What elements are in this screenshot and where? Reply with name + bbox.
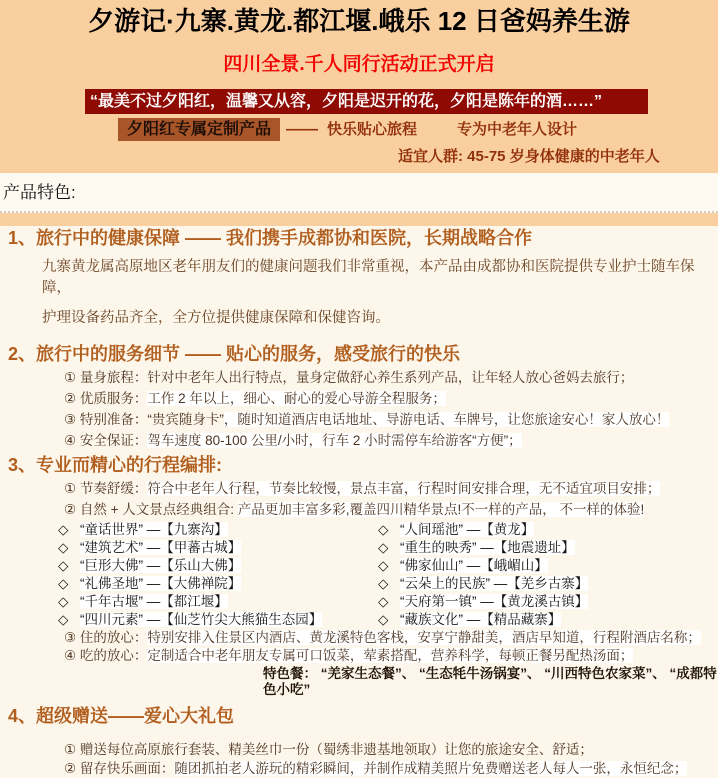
spot-label: “建筑艺术” —【甲蕃古城】: [80, 540, 242, 555]
section-health-line: 护理设备药品齐全，全方位提供健康保障和保健咨询。: [42, 310, 390, 326]
spot-label: “巨形大佛” —【乐山大佛】: [80, 558, 242, 573]
item-text: 节奏舒缓：: [76, 481, 148, 496]
item-text: 自然 + 人文景点经典组合:: [76, 502, 238, 517]
list-item: [58, 575, 718, 593]
tagline-text-1: 快乐贴心旅程: [327, 121, 418, 138]
item-text-highlighted: 随团抓拍老人游玩的精彩瞬间，并制作成精美照片免费赠送老人每人一张，永恒纪念；: [174, 761, 688, 776]
item-number: ③: [64, 412, 77, 427]
spot-label: “人间瑶池” —【黄龙】: [400, 522, 535, 537]
subtitle: 四川全景.千人同行活动正式开启: [223, 54, 495, 75]
features-band: [0, 173, 718, 213]
spot-label: “重生的映秀” —【地震遗址】: [400, 540, 575, 555]
diamond-bullet-icon: ◇: [58, 522, 69, 537]
item-number: ④: [64, 648, 77, 663]
item-text-highlighted: 定制适合中老年朋友专属可口饭菜，荤素搭配，营养科学，每顿正餐另配热汤面；: [147, 648, 634, 663]
list-item: [0, 430, 718, 451]
header: [0, 0, 718, 173]
audience-line: 适宜人群: 45-75 岁身体健康的中老年人: [398, 148, 660, 165]
spot-label: “礼佛圣地” —【大佛禅院】: [80, 576, 242, 591]
item-text: 特别准备：“贵宾随身卡”: [76, 412, 224, 427]
quote-banner-text: “最美不过夕阳红，温馨又从容，夕阳是迟开的花，夕阳是陈年的酒……”: [90, 93, 603, 110]
list-item: [58, 557, 718, 575]
section-health: [0, 228, 718, 329]
item-number: ②: [64, 502, 77, 517]
section-service-heading: 2、旅行中的服务细节 —— 贴心的服务，感受旅行的快乐: [8, 344, 461, 364]
list-item: [0, 388, 718, 409]
list-item: [58, 521, 718, 539]
item-text-highlighted: 驾车速度 80-100 公里/小时，行车 2 小时需停车给游客“方便”；: [147, 433, 522, 448]
list-item: [0, 409, 718, 430]
content: [0, 228, 718, 778]
item-text: 赠送每位高原旅行套装、精美丝巾一份（蜀绣非遗基地领取）让您的旅途安全、舒适；: [76, 742, 593, 757]
spot-label: “云朵上的民族” —【羌乡古寨】: [400, 576, 589, 591]
diamond-bullet-icon: ◇: [378, 594, 389, 609]
tagline-text-2: 专为中老年人设计: [457, 121, 578, 138]
item-text: 住的放心：: [76, 630, 148, 645]
page-title: 夕游记·九寨.黄龙.都江堰.峨乐 12 日爸妈养生游: [88, 6, 630, 36]
diamond-bullet-icon: ◇: [378, 576, 389, 591]
list-item: [58, 539, 718, 557]
section-service: [0, 344, 718, 451]
service-items: [0, 367, 718, 451]
diamond-bullet-icon: ◇: [378, 540, 389, 555]
item-number: ①: [64, 742, 77, 757]
item-text: 吃的放心：: [76, 648, 148, 663]
item-text: 留存快乐画面：: [76, 761, 175, 776]
em-dash: ——: [286, 121, 319, 138]
diamond-bullet-icon: ◇: [378, 612, 389, 627]
list-item: [0, 629, 718, 647]
diamond-bullet-icon: ◇: [58, 576, 69, 591]
product-label-box: 夕阳红专属定制产品: [118, 118, 280, 141]
section-gifts-heading: 4、超级赠送——爱心大礼包: [8, 706, 235, 726]
divider-strip: [0, 213, 718, 226]
features-label: 产品特色:: [3, 183, 76, 202]
section-itinerary-heading: 3、专业而精心的行程编排:: [8, 455, 223, 475]
special-meals-line: 特色餐： “羌家生态餐”、 “生态牦牛汤锅宴”、 “川西特色农家菜”、 “成都特色小吃”: [263, 666, 717, 697]
item-text-highlighted: 工作 2 年以上，细心、耐心的爱心导游全程服务；: [147, 391, 446, 406]
spot-label: “佛家仙山” —【峨嵋山】: [400, 558, 548, 573]
diamond-bullet-icon: ◇: [58, 612, 69, 627]
list-item: [58, 611, 718, 629]
section-health-heading: 1、旅行中的健康保障 —— 我们携手成都协和医院，长期战略合作: [8, 228, 533, 248]
scenic-spot-list: [58, 521, 718, 629]
diamond-bullet-icon: ◇: [58, 594, 69, 609]
itinerary-items-2: [0, 629, 718, 665]
item-number: ③: [64, 630, 77, 645]
item-text: 量身旅程：针对中老年人出行特点，量身定做舒心养生系列产品，让年轻人放心爸妈去旅行；: [76, 370, 634, 385]
list-item: [0, 478, 718, 499]
diamond-bullet-icon: ◇: [58, 540, 69, 555]
tagline-row: [118, 118, 718, 142]
item-number: ②: [64, 391, 77, 406]
spot-label: “天府第一镇” —【黄龙溪古镇】: [400, 594, 589, 609]
gift-items: [0, 740, 718, 778]
item-text: 优质服务：: [76, 391, 148, 406]
item-number: ①: [64, 481, 77, 496]
item-number: ①: [64, 370, 77, 385]
spot-label: “藏族文化” —【精品藏寨】: [400, 612, 562, 627]
list-item: [0, 759, 718, 778]
itinerary-items: [0, 478, 718, 520]
spot-label: “四川元素” —【仙芝竹尖大熊猫生态园】: [80, 612, 323, 627]
item-text-highlighted: 符合中老年人行程，节奏比较慢，景点丰富，行程时间安排合理，无不适宜项目安排；: [147, 481, 661, 496]
section-itinerary: [0, 455, 718, 698]
item-text: 安全保证：: [76, 433, 148, 448]
diamond-bullet-icon: ◇: [378, 522, 389, 537]
item-number: ②: [64, 761, 77, 776]
section-health-line: 九寨黄龙属高原地区老年朋友们的健康问题我们非常重视，本产品由成都协和医院提供专业护士随车保障，: [42, 259, 695, 296]
spot-label: “童话世界” —【九寨沟】: [80, 522, 228, 537]
item-number: ④: [64, 433, 77, 448]
quote-banner: [85, 89, 648, 114]
list-item: [0, 367, 718, 388]
list-item: [0, 740, 718, 759]
list-item: [58, 593, 718, 611]
item-text-highlighted: ，随时知道酒店电话地址、导游电话、车牌号，让您旅途安心！家人放心！: [223, 412, 670, 427]
list-item: [0, 499, 718, 520]
section-gifts: [0, 706, 718, 778]
list-item: [0, 647, 718, 665]
item-text-highlighted: 特别安排入住景区内酒店、黄龙溪特色客栈，安享宁静甜美，酒店早知道，行程附酒店名称；: [147, 630, 701, 645]
diamond-bullet-icon: ◇: [58, 558, 69, 573]
item-text-highlighted: 产品更加丰富多彩,覆盖四川精华景点!不一样的产品， 不一样的体验!: [237, 502, 645, 517]
diamond-bullet-icon: ◇: [378, 558, 389, 573]
spot-label: “千年古堰” —【都江堰】: [80, 594, 228, 609]
